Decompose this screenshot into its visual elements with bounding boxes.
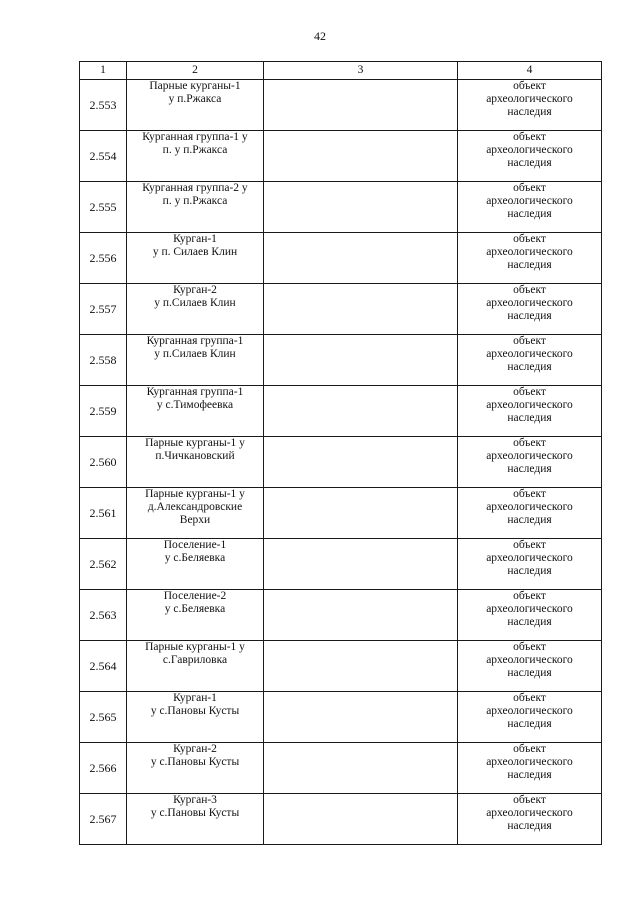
row-number: 2.560 — [80, 437, 127, 488]
site-name: Курган-2 у п.Силаев Клин — [127, 284, 264, 335]
notes-cell — [264, 335, 458, 386]
row-number: 2.561 — [80, 488, 127, 539]
heritage-status: объект археологического наследия — [458, 386, 602, 437]
site-name: Курганная группа-1 у с.Тимофеевка — [127, 386, 264, 437]
heritage-status: объект археологического наследия — [458, 284, 602, 335]
heritage-status: объект археологического наследия — [458, 590, 602, 641]
row-number: 2.565 — [80, 692, 127, 743]
site-name: Парные курганы-1 у п.Ржакса — [127, 80, 264, 131]
page-number: 42 — [314, 29, 326, 43]
notes-cell — [264, 488, 458, 539]
row-number: 2.563 — [80, 590, 127, 641]
site-name: Парные курганы-1 у с.Гавриловка — [127, 641, 264, 692]
site-name: Курганная группа-2 у п. у п.Ржакса — [127, 182, 264, 233]
row-number: 2.554 — [80, 131, 127, 182]
table-row — [80, 335, 602, 386]
site-name: Курганная группа-1 у п.Силаев Клин — [127, 335, 264, 386]
table-row — [80, 743, 602, 794]
notes-cell — [264, 131, 458, 182]
heritage-status: объект археологического наследия — [458, 743, 602, 794]
heritage-status: объект археологического наследия — [458, 641, 602, 692]
site-name: Курган-3 у с.Пановы Кусты — [127, 794, 264, 845]
notes-cell — [264, 794, 458, 845]
heritage-status: объект археологического наследия — [458, 335, 602, 386]
table-row — [80, 590, 602, 641]
site-name: Курган-1 у п. Силаев Клин — [127, 233, 264, 284]
row-number: 2.558 — [80, 335, 127, 386]
heritage-status: объект археологического наследия — [458, 488, 602, 539]
heritage-status: объект археологического наследия — [458, 794, 602, 845]
notes-cell — [264, 386, 458, 437]
heritage-status: объект археологического наследия — [458, 233, 602, 284]
row-number: 2.559 — [80, 386, 127, 437]
table-row — [80, 794, 602, 845]
column-header-status: 4 — [458, 62, 602, 80]
row-number: 2.562 — [80, 539, 127, 590]
notes-cell — [264, 590, 458, 641]
heritage-status: объект археологического наследия — [458, 539, 602, 590]
notes-cell — [264, 743, 458, 794]
table-header-row — [80, 62, 602, 80]
table-row — [80, 233, 602, 284]
table-row — [80, 692, 602, 743]
table-row — [80, 182, 602, 233]
row-number: 2.566 — [80, 743, 127, 794]
site-name: Парные курганы-1 у п.Чичкановский — [127, 437, 264, 488]
notes-cell — [264, 182, 458, 233]
heritage-status: объект археологического наследия — [458, 182, 602, 233]
notes-cell — [264, 641, 458, 692]
column-header-notes: 3 — [264, 62, 458, 80]
notes-cell — [264, 437, 458, 488]
table-row — [80, 284, 602, 335]
heritage-status: объект археологического наследия — [458, 131, 602, 182]
row-number: 2.567 — [80, 794, 127, 845]
row-number: 2.564 — [80, 641, 127, 692]
heritage-status: объект археологического наследия — [458, 437, 602, 488]
notes-cell — [264, 539, 458, 590]
heritage-registry-table — [79, 61, 602, 845]
site-name: Курган-1 у с.Пановы Кусты — [127, 692, 264, 743]
heritage-status: объект археологического наследия — [458, 692, 602, 743]
table-row — [80, 437, 602, 488]
heritage-status: объект археологического наследия — [458, 80, 602, 131]
row-number: 2.553 — [80, 80, 127, 131]
row-number: 2.557 — [80, 284, 127, 335]
column-header-name: 2 — [127, 62, 264, 80]
row-number: 2.556 — [80, 233, 127, 284]
site-name: Курганная группа-1 у п. у п.Ржакса — [127, 131, 264, 182]
table-row — [80, 641, 602, 692]
row-number: 2.555 — [80, 182, 127, 233]
table-row — [80, 131, 602, 182]
notes-cell — [264, 692, 458, 743]
table-row — [80, 386, 602, 437]
table-row — [80, 539, 602, 590]
column-header-number: 1 — [80, 62, 127, 80]
notes-cell — [264, 284, 458, 335]
notes-cell — [264, 80, 458, 131]
site-name: Парные курганы-1 у д.Александровские Верхи — [127, 488, 264, 539]
table-row — [80, 488, 602, 539]
site-name: Поселение-1 у с.Беляевка — [127, 539, 264, 590]
table-row — [80, 80, 602, 131]
notes-cell — [264, 233, 458, 284]
site-name: Поселение-2 у с.Беляевка — [127, 590, 264, 641]
site-name: Курган-2 у с.Пановы Кусты — [127, 743, 264, 794]
